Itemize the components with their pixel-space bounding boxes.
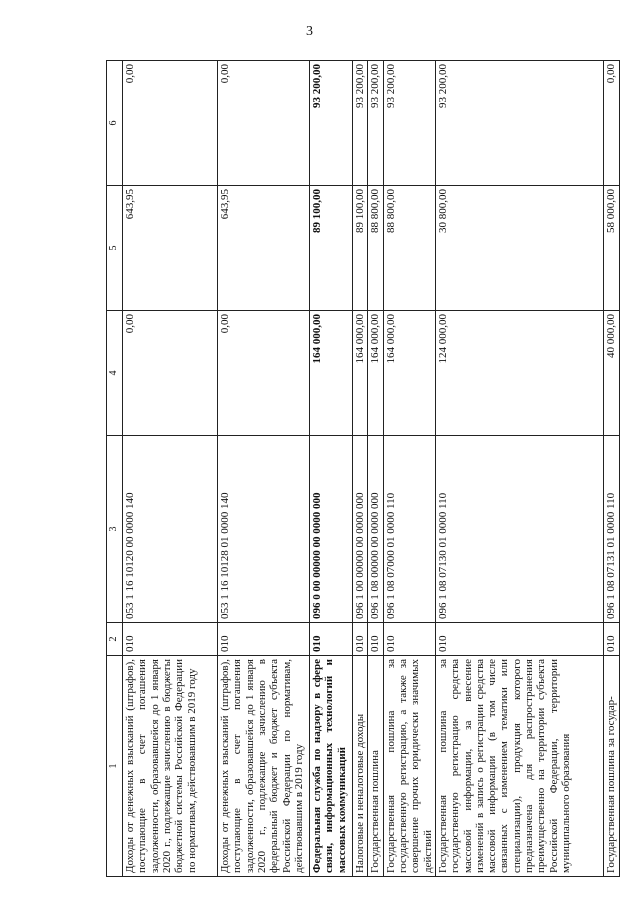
row-col5-cell: 88 800,00: [368, 186, 383, 311]
row-code-cell: 010: [368, 623, 383, 656]
row-code-cell: 010: [603, 623, 619, 656]
row-col6-cell: 0,00: [218, 61, 310, 186]
rotated-table-container: [106, 61, 617, 877]
row-col6-cell: 0,00: [123, 61, 218, 186]
row-col4-cell: 0,00: [218, 311, 310, 436]
row-name-cell: Государственная пошлина за государ-: [603, 656, 619, 877]
header-cell: 3: [107, 436, 123, 623]
row-code-cell: 010: [310, 623, 353, 656]
row-kbk-cell: 053 1 16 10128 01 0000 140: [218, 436, 310, 623]
row-col4-cell: 164 000,00: [368, 311, 383, 436]
table-row: [435, 61, 603, 877]
row-kbk-cell: 096 1 08 07131 01 0000 110: [603, 436, 619, 623]
row-col6-cell: 93 200,00: [353, 61, 368, 186]
table-row: [368, 61, 383, 877]
row-col6-cell: 93 200,00: [310, 61, 353, 186]
table-row: [218, 61, 310, 877]
page-number: 3: [306, 24, 313, 39]
row-col6-cell: 0,00: [603, 61, 619, 186]
row-kbk-cell: 096 1 08 07000 01 0000 110: [383, 436, 435, 623]
header-cell: 6: [107, 61, 123, 186]
row-col5-cell: 88 800,00: [383, 186, 435, 311]
row-col4-cell: 0,00: [123, 311, 218, 436]
row-kbk-cell: 096 0 00 00000 00 0000 000: [310, 436, 353, 623]
row-col6-cell: 93 200,00: [368, 61, 383, 186]
table-row: [353, 61, 368, 877]
header-cell: 2: [107, 623, 123, 656]
row-name-cell: Доходы от денежных взысканий (штрафов), поступающие в счет погашения задолженности, образовавшейся до 1 января 2020 г., подлежащие зачислению в бюджеты бюджетной системы Российской Федерации по нормативам, действовавшим в 2019 году: [123, 656, 218, 877]
row-col4-cell: 40 000,00: [603, 311, 619, 436]
row-col4-cell: 164 000,00: [383, 311, 435, 436]
table-body: [107, 61, 620, 877]
row-kbk-cell: 053 1 16 10120 00 0000 140: [123, 436, 218, 623]
row-name-cell: Налоговые и неналоговые доходы: [353, 656, 368, 877]
row-name-cell: Доходы от денежных взысканий (штрафов), поступающие в счет погашения задолженности, образовавшейся до 1 января 2020 г., подлежащие зачислению в федеральный бюджет и бюджет субъекта Российской Федерации по нормативам, действовавшим в 2019 году: [218, 656, 310, 877]
row-code-cell: 010: [123, 623, 218, 656]
row-col5-cell: 643,95: [218, 186, 310, 311]
revenue-table: [106, 60, 620, 877]
row-name-cell: Федеральная служба по надзору в сфере связи, информационных технологий и массовых коммуникаций: [310, 656, 353, 877]
row-col4-cell: 164 000,00: [310, 311, 353, 436]
row-kbk-cell: 096 1 00 00000 00 0000 000: [353, 436, 368, 623]
table-row: [603, 61, 619, 877]
row-col5-cell: 89 100,00: [310, 186, 353, 311]
row-col5-cell: 30 800,00: [435, 186, 603, 311]
row-col5-cell: 89 100,00: [353, 186, 368, 311]
table-row: [123, 61, 218, 877]
row-col4-cell: 124 000,00: [435, 311, 603, 436]
row-kbk-cell: 096 1 08 00000 00 0000 000: [368, 436, 383, 623]
row-col4-cell: 164 000,00: [353, 311, 368, 436]
row-col6-cell: 93 200,00: [435, 61, 603, 186]
row-col5-cell: 643,95: [123, 186, 218, 311]
header-cell: 5: [107, 186, 123, 311]
header-row: [107, 61, 123, 877]
row-name-cell: Государственная пошлина: [368, 656, 383, 877]
table-row: [383, 61, 435, 877]
header-cell: 4: [107, 311, 123, 436]
header-cell: 1: [107, 656, 123, 877]
row-col6-cell: 93 200,00: [383, 61, 435, 186]
row-code-cell: 010: [353, 623, 368, 656]
row-col5-cell: 58 000,00: [603, 186, 619, 311]
row-code-cell: 010: [435, 623, 603, 656]
row-code-cell: 010: [218, 623, 310, 656]
row-code-cell: 010: [383, 623, 435, 656]
table-row: [310, 61, 353, 877]
row-kbk-cell: 096 1 08 07130 01 0000 110: [435, 436, 603, 623]
row-name-cell: Государственная пошлина за государственную регистрацию, а также за совершение прочих юридически значимых действий: [383, 656, 435, 877]
row-name-cell: Государственная пошлина за государственную регистрацию средства массовой информации, за внесение изменений в запись о регистрации средства массовой информации (в том числе связанных с изменением тематики или специализации), продукция которого предназначена для распространения преимущественно на территории субъекта Российской Федерации, территории муниципального образования: [435, 656, 603, 877]
